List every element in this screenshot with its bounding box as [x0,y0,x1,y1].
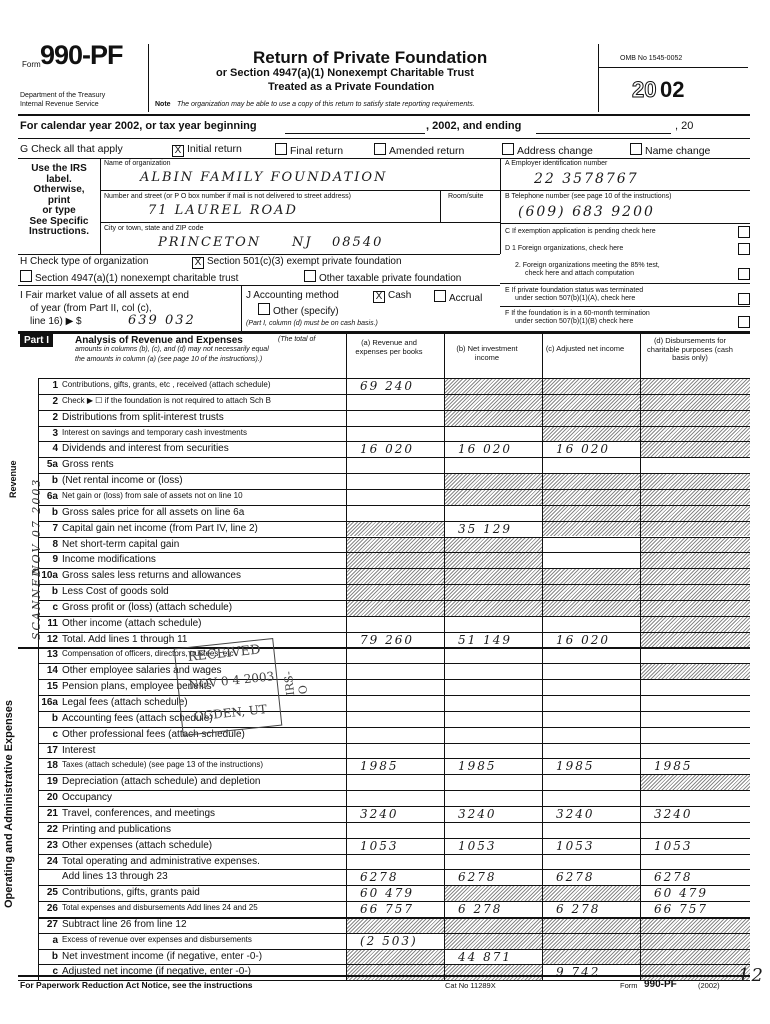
hatched-cell [543,522,640,537]
row-number: 7 [52,522,58,534]
hatched-cell [445,585,542,600]
amount-cell-a[interactable]: 1053 [360,838,399,853]
name-change-option[interactable]: Name change [630,143,710,157]
row-label: Taxes (attach schedule) (see page 13 of the instructions) [62,760,263,770]
cat-number: Cat No 11289X [445,981,496,990]
form-title: Return of Private Foundation [253,48,488,67]
fmv-value[interactable]: 639 032 [128,313,196,328]
amount-cell-b[interactable]: 51 149 [458,632,512,647]
hatched-cell [445,569,542,584]
part1-title: Analysis of Revenue and Expenses [75,335,243,346]
hatched-cell [347,553,444,568]
amount-cell-a[interactable]: 6278 [360,870,399,885]
hatched-cell [543,601,640,616]
row-divider [38,679,750,680]
row-number: 21 [46,807,58,819]
foreign-85-checkbox[interactable] [738,268,750,280]
row-label: Income modifications [62,554,156,566]
row-label: Net short-term capital gain [62,538,180,550]
amended-return-option[interactable]: Amended return [374,143,464,157]
accrual-checkbox[interactable] [434,290,446,302]
row-label: Net gain or (loss) from sale of assets not on line 10 [62,490,243,500]
row-divider [38,854,750,855]
hatched-cell [347,585,444,600]
row-divider [38,394,750,395]
row-label: Subtract line 26 from line 12 [62,918,187,930]
row-label: Adjusted net income (if negative, enter -0-) [62,966,251,978]
amount-cell-a[interactable]: 66 757 [360,902,414,917]
row-label: Total expenses and disbursements Add lines 24 and 25 [62,903,258,913]
hatched-cell [641,950,750,965]
org-city[interactable]: PRINCETON [158,235,262,250]
address-change-option[interactable]: Address change [502,143,593,157]
row-label: Gross rents [62,459,114,471]
hatched-cell [543,379,640,394]
row-label: (Net rental income or (loss) [62,475,183,487]
row-number: 27 [46,918,58,930]
amount-cell-c[interactable]: 6278 [556,870,595,885]
phone-value[interactable]: (609) 683 9200 [518,204,655,220]
row-number: 11 [47,617,58,629]
row-divider [38,790,750,791]
hatched-cell [543,490,640,505]
hatched-cell [641,395,750,410]
row-divider [38,505,750,506]
fmv-line-1: I Fair market value of all assets at end [20,290,189,301]
amount-cell-d[interactable]: 1985 [654,759,693,774]
part1-desc-1: (The total of [278,336,316,343]
row-number: 20 [46,792,58,804]
amount-cell-b[interactable]: 6 278 [458,902,503,917]
row-label: Other income (attach schedule) [62,617,202,629]
row-number: 4 [52,443,58,455]
hatched-cell [641,427,750,442]
row-label: Net investment income (if negative, enter -0-) [62,950,263,962]
address-change-checkbox[interactable] [502,143,514,155]
cash-option[interactable]: X Cash [373,290,411,303]
tax-year-begin-field[interactable] [285,133,425,134]
row-label: Excess of revenue over expenses and disbursements [62,934,252,944]
type-4947-option[interactable]: Section 4947(a)(1) nonexempt charitable trust [20,270,238,284]
row-label: Accounting fees (attach schedule) [62,712,213,724]
row-number: 8 [52,538,58,550]
row-divider [38,964,750,965]
hatched-cell [445,395,542,410]
org-name[interactable]: ALBIN FAMILY FOUNDATION [140,170,388,185]
hatched-cell [543,427,640,442]
row-divider [38,616,750,617]
row-number: b [51,586,58,598]
row-divider [38,663,750,664]
hatched-cell [641,633,750,648]
row-divider [38,473,750,474]
row-divider [38,568,750,569]
hatched-cell [641,585,750,600]
amount-cell-a[interactable]: (2 503) [360,933,418,948]
received-stamp: RECEIVED NOV 0 4 2003 OGDEN, UT IRS-O [174,638,283,736]
room-caption: Room/suite [448,193,484,200]
amount-cell-a[interactable]: 3240 [360,806,399,821]
terminated-text-2: under section 507(b)(1)(A), check here [515,295,636,302]
other-method-checkbox[interactable] [258,303,270,315]
amount-cell-a[interactable]: 1985 [360,759,399,774]
other-method-option[interactable]: Other (specify) [258,303,339,317]
form-number: 990-PF [40,40,123,70]
row-number: 12 [46,633,58,645]
cash-basis-note: (Part I, column (d) must be on cash basis.) [246,320,378,327]
row-divider [38,426,750,427]
row-divider [38,457,750,458]
dept-treasury: Department of the Treasury [20,92,106,99]
hatched-cell [445,934,542,949]
row-number: 15 [46,681,58,693]
row-number: c [52,601,58,613]
margin-handwriting: 12 [738,965,765,986]
row-number: a [52,934,58,946]
final-return-option[interactable]: Final return [275,143,343,157]
foreign-org-text: D 1 Foreign organizations, check here [505,245,624,252]
amount-cell-a[interactable]: 69 240 [360,379,414,393]
amount-cell-b[interactable]: 6278 [458,870,497,885]
hatched-cell [641,538,750,553]
row-label: Interest on savings and temporary cash investments [62,427,247,437]
hatched-cell [543,918,640,933]
hatched-cell [445,601,542,616]
row-number: c [52,966,58,978]
tax-year-light: 20 [632,77,657,102]
row-number: 5a [46,459,58,471]
amount-cell-c[interactable]: 9 742 [556,965,601,980]
part1-tag: Part I [20,334,53,347]
row-label: Other expenses (attach schedule) [62,839,213,851]
part1-desc-2: amounts in columns (b), (c), and (d) may not necessarily equal [75,346,269,353]
footer-form-word: Form [620,981,638,990]
row-divider [38,695,750,696]
row-divider [38,489,750,490]
row-divider [38,822,750,823]
hatched-cell [641,617,750,632]
type-501c3-option[interactable]: X Section 501(c)(3) exempt private foundation [192,256,402,269]
row-number: 23 [46,839,58,851]
hatched-cell [445,918,542,933]
fmv-line-3: line 16) ▶ $ [30,316,82,327]
type-4947-checkbox[interactable] [20,270,32,282]
footer-form-number: 990-PF [644,979,677,990]
row-label: Less Cost of goods sold [62,586,169,598]
revenue-side-label: Revenue [8,460,18,498]
row-number: 10a [41,570,58,582]
org-state[interactable]: NJ [292,235,313,250]
ein-value[interactable]: 22 3578767 [534,171,639,187]
row-divider [38,949,750,950]
row-number: 25 [46,887,58,899]
row-label: Travel, conferences, and meetings [62,807,216,819]
omb-number: OMB No 1545-0052 [620,55,683,62]
hatched-cell [445,886,542,901]
hatched-cell [641,490,750,505]
hatched-cell [641,522,750,537]
hatched-cell [543,411,640,426]
hatched-cell [347,950,444,965]
row-number: 1 [52,380,58,391]
amount-cell-b[interactable]: 1053 [458,838,497,853]
type-501c3-checkbox[interactable]: X [192,257,204,269]
hatched-cell [543,474,640,489]
amount-cell-b[interactable]: 3240 [458,806,497,821]
hatched-cell [347,601,444,616]
amount-cell-c[interactable]: 3240 [556,806,595,821]
row-divider [38,584,750,585]
row-label: Contributions, gifts, grants, etc , received (attach schedule) [62,380,271,389]
hatched-cell [641,934,750,949]
terminated-text-1: E If private foundation status was terminated [505,287,644,294]
check-all-row [20,143,123,155]
exemption-pending-text: C If exemption application is pending check here [505,228,656,235]
row-label: Other employee salaries and wages [62,665,222,677]
hatched-cell [347,918,444,933]
row-label: Interest [62,744,96,756]
amount-cell-b[interactable]: 1985 [458,759,497,774]
amount-cell-b[interactable]: 44 871 [458,949,512,964]
amount-cell-d[interactable]: 1053 [654,838,693,853]
type-other-checkbox[interactable] [304,270,316,282]
amount-cell-d[interactable]: 6278 [654,870,693,885]
hatched-cell [543,950,640,965]
row-divider [38,537,750,538]
org-name-caption: Name of organization [104,160,171,167]
final-return-checkbox[interactable] [275,143,287,155]
initial-return-option[interactable]: X Initial return [172,143,242,157]
part1-desc-3: the amounts in column (a) (see page 10 of the instructions).) [75,356,263,363]
row-label: Printing and publications [62,823,171,835]
dept-irs: Internal Revenue Service [20,101,99,108]
row-divider [38,521,750,522]
hatched-cell [543,395,640,410]
hatched-cell [641,442,750,457]
row-number: 14 [46,665,58,677]
hatched-cell [641,506,750,521]
row-number: 19 [46,776,58,788]
row-label: Total. Add lines 1 through 11 [62,633,188,645]
row-label: Gross sales less returns and allowances [62,570,241,582]
row-number: 24 [46,855,58,867]
hatched-cell [641,569,750,584]
amount-cell-c[interactable]: 16 020 [556,632,610,647]
row-label: Gross profit or (loss) (attach schedule) [62,601,233,613]
row-label: Contributions, gifts, grants paid [62,887,200,899]
hatched-cell [641,553,750,568]
row-label: Compensation of officers, directors, trustees, etc [62,649,234,659]
form-subtitle-2: Treated as a Private Foundation [268,81,435,93]
row-number: c [52,728,58,740]
row-label: Capital gain net income (from Part IV, line 2) [62,522,258,534]
amount-cell-c[interactable]: 16 020 [556,442,610,457]
row-divider [38,410,750,411]
street-caption: Number and street (or P O box number if mail is not delivered to street address) [104,193,351,200]
calendar-mid: , 2002, and ending [426,120,522,132]
hatched-cell [543,585,640,600]
row-label: Other professional fees (attach schedule) [62,728,245,740]
calendar-end: , 20 [675,120,694,132]
expenses-side-label: Operating and Administrative Expenses [3,699,15,908]
col-a-header: (a) Revenue and expenses per books [355,338,423,356]
row-label: Legal fees (attach schedule) [62,697,188,708]
sixty-month-text-2: under section 507(b)(1)(B) check here [515,318,634,325]
row-label: Add lines 13 through 23 [62,871,168,883]
paperwork-notice: For Paperwork Reduction Act Notice, see the instructions [20,980,253,990]
hatched-cell [347,965,444,980]
accounting-method-label: J Accounting method [246,290,339,301]
amount-cell-d[interactable]: 60 479 [654,886,708,901]
amended-return-checkbox[interactable] [374,143,386,155]
row-number: 26 [46,903,58,915]
amount-cell-a[interactable]: 79 260 [360,632,414,647]
tax-year-end-field[interactable] [536,133,671,134]
check-all-label: G Check all that apply [20,143,123,155]
foreign-org-checkbox[interactable] [738,243,750,255]
row-number: 13 [46,649,58,661]
note-text: The organization may be able to use a copy of this return to satisfy state reporting requirements. [177,101,475,108]
hatched-cell [445,379,542,394]
exemption-pending-checkbox[interactable] [738,226,750,238]
hatched-cell [543,569,640,584]
amount-cell-d[interactable]: 3240 [654,806,693,821]
hatched-cell [641,601,750,616]
row-number: b [51,950,58,962]
row-number: 3 [52,427,58,439]
terminated-checkbox[interactable] [738,293,750,305]
form-word: Form [22,60,41,69]
initial-return-checkbox[interactable]: X [172,145,184,157]
row-number: 17 [46,744,58,756]
hatched-cell [445,474,542,489]
hatched-cell [543,934,640,949]
name-change-checkbox[interactable] [630,143,642,155]
sixty-month-checkbox[interactable] [738,316,750,328]
amount-cell-c[interactable]: 1053 [556,838,595,853]
row-label: Dividends and interest from securities [62,443,229,455]
hatched-cell [445,411,542,426]
col-c-header: (c) Adjusted net income [545,344,625,353]
row-divider [38,743,750,744]
row-number: b [51,712,58,724]
accrual-option[interactable]: Accrual [434,290,482,304]
row-divider [38,727,750,728]
row-divider [38,600,750,601]
row-divider [38,711,750,712]
amount-cell-c[interactable]: 1985 [556,759,595,774]
row-number: 6a [46,490,58,502]
phone-caption: B Telephone number (see page 10 of the instructions) [505,193,672,200]
row-number: 22 [46,823,58,835]
row-label: Depreciation (attach schedule) and depletion [62,776,261,788]
note-label: Note [155,101,171,108]
hatched-cell [641,411,750,426]
hatched-cell [543,886,640,901]
row-divider [38,552,750,553]
row-label: Distributions from split-interest trusts [62,411,224,423]
row-number: 2 [52,395,58,407]
amount-cell-a[interactable]: 60 479 [360,886,414,901]
org-street[interactable]: 71 LAUREL ROAD [148,203,298,218]
sixty-month-text-1: F If the foundation is in a 60-month termination [505,310,650,317]
col-b-header: (b) Net investment income [456,344,518,362]
hatched-cell [641,379,750,394]
amount-cell-d[interactable]: 66 757 [654,902,708,917]
fmv-line-2: of year (from Part II, col (c), [30,303,152,314]
row-number: 18 [46,760,58,772]
row-label: Total operating and administrative expenses. [62,855,260,867]
hatched-cell [641,664,750,679]
calendar-label: For calendar year 2002, or tax year beginning [20,120,257,132]
city-caption: City or town, state and ZIP code [104,225,204,232]
amount-cell-b[interactable]: 16 020 [458,442,512,457]
type-other-option[interactable]: Other taxable private foundation [304,270,461,284]
amount-cell-a[interactable]: 16 020 [360,442,414,457]
scanned-date-stamp: NOV 07 2003 [30,477,43,575]
hatched-cell [641,918,750,933]
row-divider [38,774,750,775]
hatched-cell [641,474,750,489]
hatched-cell [347,538,444,553]
org-type-label: H Check type of organization [20,256,149,267]
hatched-cell [347,522,444,537]
tax-year-bold: 02 [660,77,685,102]
hatched-cell [445,553,542,568]
row-number: 16a [41,697,58,708]
row-number: 2 [52,411,58,423]
amount-cell-c[interactable]: 6 278 [556,902,601,917]
footer-year: (2002) [698,981,720,990]
row-number: b [51,506,58,518]
hatched-cell [445,965,542,980]
foreign-85-text-2: check here and attach computation [525,270,634,277]
row-number: b [51,475,58,487]
col-d-header: (d) Disbursements for charitable purposes (cash basis only) [647,336,733,362]
hatched-cell [347,569,444,584]
cash-checkbox[interactable]: X [373,291,385,303]
row-number: 9 [52,554,58,566]
row-label: Gross sales price for all assets on line 6a [62,506,245,518]
form-subtitle-1: or Section 4947(a)(1) Nonexempt Charitable Trust [216,67,474,79]
foreign-85-text-1: 2. Foreign organizations meeting the 85% test, [515,262,660,269]
scanned-stamp: SCANNED [30,566,43,640]
ein-caption: A Employer identification number [505,160,608,167]
hatched-cell [543,506,640,521]
row-label: Occupancy [62,792,113,804]
row-label: Pension plans, employee benefits [62,681,212,693]
row-label: Check ▶ ☐ if the foundation is not required to attach Sch B [62,395,271,405]
hatched-cell [445,538,542,553]
hatched-cell [641,775,750,790]
hatched-cell [445,490,542,505]
amount-cell-b[interactable]: 35 129 [458,521,512,536]
org-zip[interactable]: 08540 [332,235,384,250]
